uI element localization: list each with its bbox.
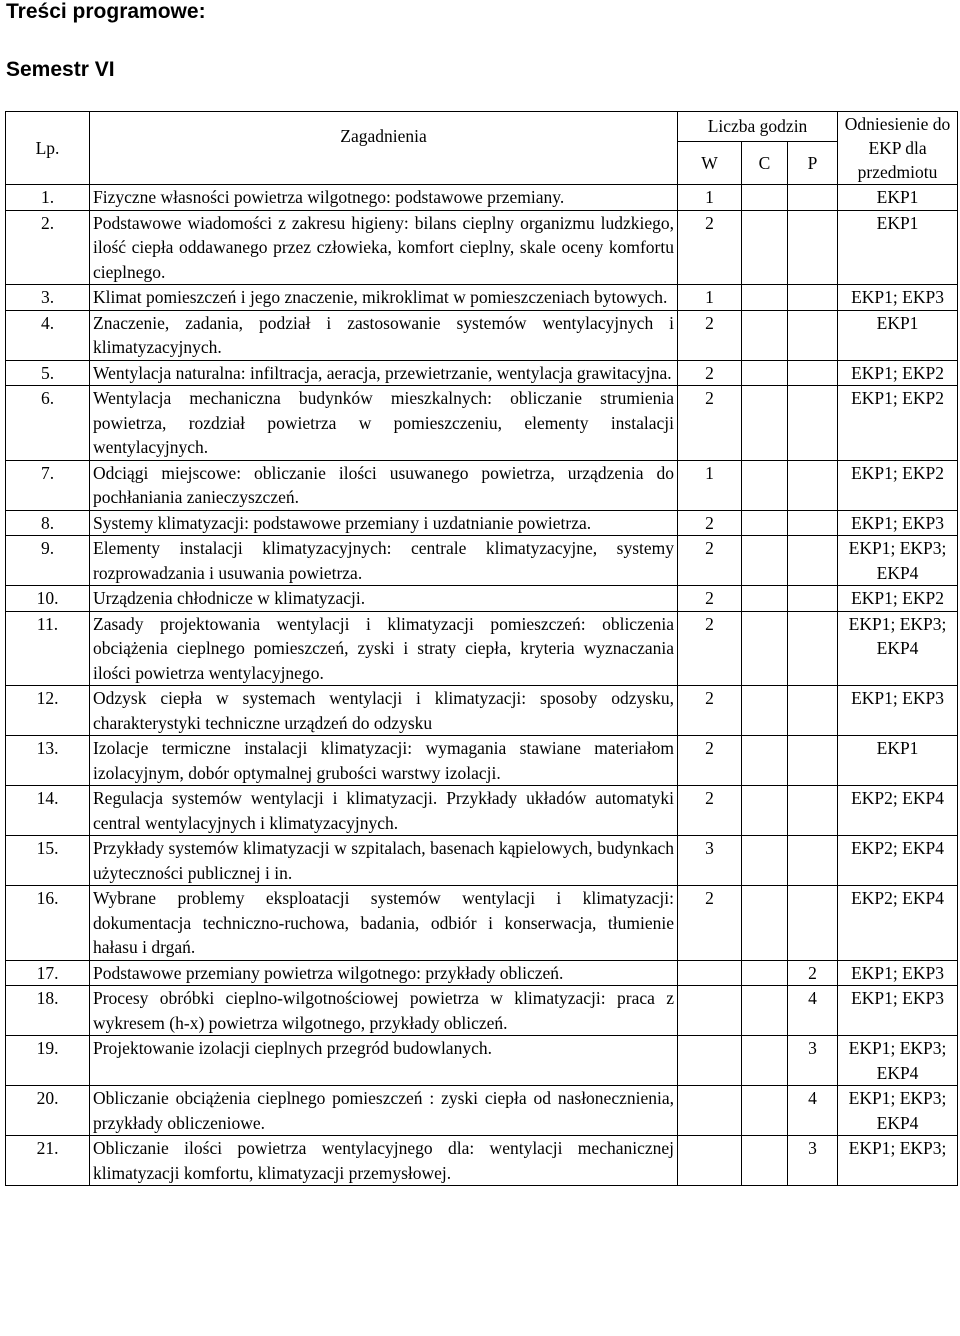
row-hours-w: 2 [678, 611, 742, 686]
row-number: 3. [6, 285, 90, 311]
row-hours-p [788, 611, 838, 686]
row-number: 21. [6, 1136, 90, 1186]
table-row [6, 960, 958, 986]
row-hours-p: 3 [788, 1136, 838, 1186]
row-hours-w: 1 [678, 285, 742, 311]
row-hours-w: 3 [678, 836, 742, 886]
table-row [6, 736, 958, 786]
row-ekp: EKP1; EKP3; EKP4 [838, 536, 958, 586]
row-hours-c [742, 536, 788, 586]
row-hours-c [742, 736, 788, 786]
row-number: 20. [6, 1086, 90, 1136]
row-topic: Obliczanie ilości powietrza wentylacyjnego dla: wentylacji mechanicznej klimatyzacji komfortu, klimatyzacji przemysłowej. [90, 1136, 678, 1186]
table-row [6, 360, 958, 386]
row-number: 8. [6, 510, 90, 536]
row-topic: Systemy klimatyzacji: podstawowe przemiany i uzdatnianie powietrza. [90, 510, 678, 536]
row-ekp: EKP1; EKP3 [838, 986, 958, 1036]
row-ekp: EKP1; EKP3 [838, 285, 958, 311]
table-row [6, 586, 958, 612]
row-hours-c [742, 586, 788, 612]
row-number: 14. [6, 786, 90, 836]
row-number: 17. [6, 960, 90, 986]
header-c: C [742, 142, 788, 185]
row-hours-w: 2 [678, 786, 742, 836]
header-ekp: Odniesienie do EKP dla przedmiotu [838, 112, 958, 185]
row-hours-c [742, 1086, 788, 1136]
row-hours-c [742, 1136, 788, 1186]
header-topic: Zagadnienia [90, 112, 678, 185]
row-hours-p [788, 536, 838, 586]
row-hours-p: 4 [788, 986, 838, 1036]
program-table [5, 111, 958, 1186]
row-topic: Regulacja systemów wentylacji i klimatyzacji. Przykłady układów automatyki central wentylacyjnych i klimatyzacyjnych. [90, 786, 678, 836]
table-row [6, 836, 958, 886]
row-topic: Projektowanie izolacji cieplnych przegród budowlanych. [90, 1036, 678, 1086]
row-hours-p [788, 460, 838, 510]
row-topic: Izolacje termiczne instalacji klimatyzacji: wymagania stawiane materiałom izolacyjnym, dobór optymalnej grubości warstwy izolacji. [90, 736, 678, 786]
row-hours-c [742, 786, 788, 836]
row-hours-c [742, 986, 788, 1036]
table-row [6, 1136, 958, 1186]
table-row [6, 986, 958, 1036]
row-hours-w [678, 1086, 742, 1136]
row-number: 6. [6, 386, 90, 461]
row-hours-c [742, 510, 788, 536]
row-topic: Odciągi miejscowe: obliczanie ilości usuwanego powietrza, urządzenia do pochłaniania zanieczyszczeń. [90, 460, 678, 510]
table-row [6, 886, 958, 961]
row-topic: Obliczanie obciążenia cieplnego pomieszczeń : zyski ciepła od nasłonecznienia, przykłady obliczeniowe. [90, 1086, 678, 1136]
table-row [6, 185, 958, 211]
table-row [6, 510, 958, 536]
row-hours-p [788, 836, 838, 886]
row-hours-c [742, 360, 788, 386]
row-ekp: EKP1; EKP3; EKP4 [838, 611, 958, 686]
row-number: 9. [6, 536, 90, 586]
table-row [6, 1036, 958, 1086]
row-ekp: EKP1; EKP2 [838, 386, 958, 461]
row-hours-w: 2 [678, 386, 742, 461]
table-row [6, 786, 958, 836]
row-ekp: EKP1 [838, 185, 958, 211]
row-ekp: EKP1; EKP3; [838, 1136, 958, 1186]
row-hours-w: 2 [678, 736, 742, 786]
row-hours-c [742, 886, 788, 961]
row-hours-w [678, 960, 742, 986]
row-number: 11. [6, 611, 90, 686]
row-topic: Przykłady systemów klimatyzacji w szpitalach, basenach kąpielowych, budynkach użyteczności publicznej i in. [90, 836, 678, 886]
row-hours-p: 4 [788, 1086, 838, 1136]
row-topic: Podstawowe przemiany powietrza wilgotnego: przykłady obliczeń. [90, 960, 678, 986]
row-hours-c [742, 285, 788, 311]
row-hours-c [742, 836, 788, 886]
row-hours-c [742, 210, 788, 285]
row-topic: Zasady projektowania wentylacji i klimatyzacji pomieszczeń: obliczenia obciążenia cieplnego pomieszczeń, zyski i straty ciepła, kryteria wyznaczania ilości powietrza wentylacyjnego. [90, 611, 678, 686]
row-ekp: EKP1 [838, 210, 958, 285]
row-hours-p [788, 510, 838, 536]
row-number: 18. [6, 986, 90, 1036]
row-hours-p [788, 386, 838, 461]
row-hours-c [742, 1036, 788, 1086]
row-hours-w: 2 [678, 586, 742, 612]
row-number: 12. [6, 686, 90, 736]
row-hours-p [788, 210, 838, 285]
row-number: 4. [6, 310, 90, 360]
row-hours-c [742, 386, 788, 461]
row-ekp: EKP1 [838, 736, 958, 786]
page-title: Treści programowe: [6, 0, 206, 23]
table-row [6, 386, 958, 461]
table-row [6, 611, 958, 686]
row-hours-w [678, 986, 742, 1036]
row-number: 13. [6, 736, 90, 786]
row-hours-w: 2 [678, 360, 742, 386]
row-ekp: EKP1; EKP2 [838, 360, 958, 386]
row-number: 16. [6, 886, 90, 961]
row-hours-p [788, 786, 838, 836]
row-ekp: EKP1; EKP3 [838, 960, 958, 986]
semester-heading: Semestr VI [6, 58, 115, 81]
table-row [6, 285, 958, 311]
row-hours-w [678, 1136, 742, 1186]
row-hours-w: 2 [678, 686, 742, 736]
row-ekp: EKP1; EKP3 [838, 686, 958, 736]
row-hours-p: 3 [788, 1036, 838, 1086]
row-topic: Urządzenia chłodnicze w klimatyzacji. [90, 586, 678, 612]
row-number: 15. [6, 836, 90, 886]
row-hours-p [788, 686, 838, 736]
row-ekp: EKP1; EKP3; EKP4 [838, 1036, 958, 1086]
row-hours-p [788, 736, 838, 786]
row-number: 5. [6, 360, 90, 386]
row-ekp: EKP1; EKP3; EKP4 [838, 1086, 958, 1136]
row-hours-w: 1 [678, 460, 742, 510]
table-row [6, 1086, 958, 1136]
row-ekp: EKP1 [838, 310, 958, 360]
table-row [6, 686, 958, 736]
row-hours-c [742, 310, 788, 360]
header-hours: Liczba godzin [678, 112, 838, 142]
row-hours-p [788, 310, 838, 360]
table-row [6, 536, 958, 586]
row-ekp: EKP1; EKP2 [838, 586, 958, 612]
row-hours-c [742, 185, 788, 211]
row-topic: Klimat pomieszczeń i jego znaczenie, mikroklimat w pomieszczeniach bytowych. [90, 285, 678, 311]
row-topic: Fizyczne własności powietrza wilgotnego: podstawowe przemiany. [90, 185, 678, 211]
row-ekp: EKP2; EKP4 [838, 886, 958, 961]
row-topic: Wentylacja naturalna: infiltracja, aeracja, przewietrzanie, wentylacja grawitacyjna. [90, 360, 678, 386]
row-topic: Procesy obróbki cieplno-wilgotnościowej powietrza w klimatyzacji: praca z wykresem (h-x) powietrza wilgotnego, przykłady obliczeń. [90, 986, 678, 1036]
row-ekp: EKP2; EKP4 [838, 786, 958, 836]
row-hours-w: 2 [678, 536, 742, 586]
row-topic: Elementy instalacji klimatyzacyjnych: centrale klimatyzacyjne, systemy rozprowadzania i usuwania powietrza. [90, 536, 678, 586]
row-ekp: EKP2; EKP4 [838, 836, 958, 886]
row-hours-w: 2 [678, 510, 742, 536]
row-topic: Znaczenie, zadania, podział i zastosowanie systemów wentylacyjnych i klimatyzacyjnych. [90, 310, 678, 360]
row-hours-p [788, 285, 838, 311]
row-hours-c [742, 460, 788, 510]
row-hours-w: 2 [678, 210, 742, 285]
row-number: 7. [6, 460, 90, 510]
row-number: 2. [6, 210, 90, 285]
row-hours-p [788, 360, 838, 386]
row-topic: Wentylacja mechaniczna budynków mieszkalnych: obliczanie strumienia powietrza, rozdział powietrza w pomieszczeniu, elementy instalacji wentylacyjnych. [90, 386, 678, 461]
row-hours-c [742, 686, 788, 736]
row-topic: Wybrane problemy eksploatacji systemów wentylacji i klimatyzacji: dokumentacja techniczno-ruchowa, badania, odbiór i konserwacja, tłumienie hałasu i drgań. [90, 886, 678, 961]
row-topic: Odzysk ciepła w systemach wentylacji i klimatyzacji: sposoby odzysku, charakterystyki techniczne urządzeń do odzysku [90, 686, 678, 736]
header-w: W [678, 142, 742, 185]
row-number: 10. [6, 586, 90, 612]
row-hours-c [742, 960, 788, 986]
table-row [6, 310, 958, 360]
row-hours-p [788, 586, 838, 612]
row-hours-p [788, 886, 838, 961]
row-number: 19. [6, 1036, 90, 1086]
row-hours-w [678, 1036, 742, 1086]
row-hours-p: 2 [788, 960, 838, 986]
row-ekp: EKP1; EKP3 [838, 510, 958, 536]
row-hours-w: 1 [678, 185, 742, 211]
row-hours-w: 2 [678, 886, 742, 961]
row-topic: Podstawowe wiadomości z zakresu higieny: bilans cieplny organizmu ludzkiego, ilość ciepła oddawanego przez człowieka, komfort cieplny, skale oceny komfortu cieplnego. [90, 210, 678, 285]
header-lp: Lp. [6, 112, 90, 185]
row-number: 1. [6, 185, 90, 211]
header-p: P [788, 142, 838, 185]
row-hours-p [788, 185, 838, 211]
row-hours-c [742, 611, 788, 686]
table-row [6, 210, 958, 285]
table-row [6, 460, 958, 510]
row-hours-w: 2 [678, 310, 742, 360]
row-ekp: EKP1; EKP2 [838, 460, 958, 510]
